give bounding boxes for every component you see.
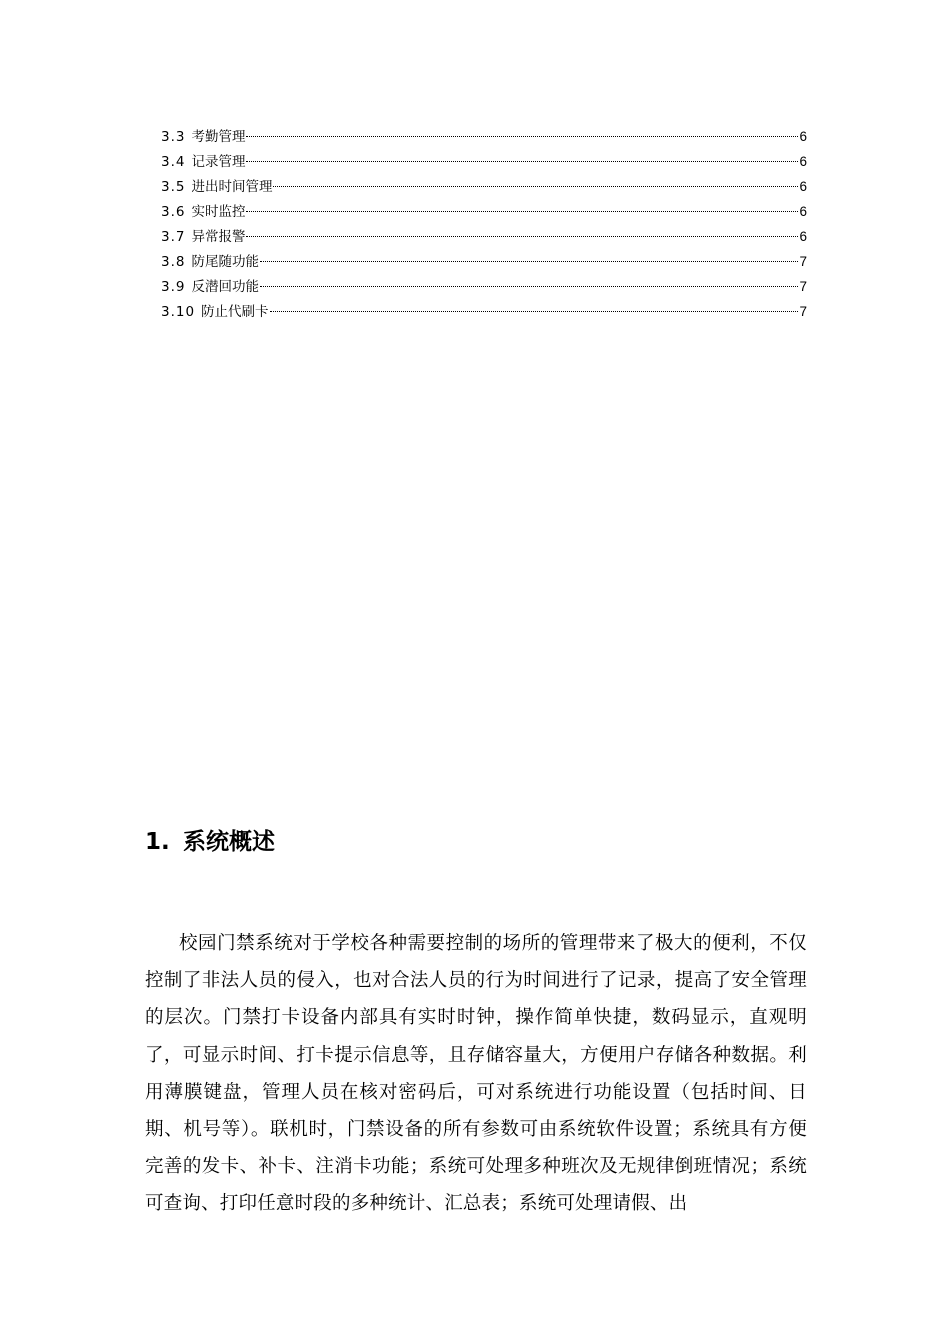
toc-dot-leader (246, 211, 798, 212)
toc-entry-page: 6 (799, 179, 807, 194)
section-heading (145, 826, 275, 858)
toc-entry-number: 3.8 (161, 254, 186, 270)
toc-entry-page: 6 (799, 129, 807, 144)
toc-dot-leader (270, 311, 799, 312)
toc-entry-number: 3.7 (161, 229, 186, 245)
toc-entry-page: 7 (799, 279, 807, 294)
toc-dot-leader (273, 186, 798, 187)
toc-entry[interactable] (161, 301, 807, 326)
toc-entry-number: 3.5 (161, 179, 186, 195)
toc-entry[interactable] (161, 251, 807, 276)
toc-entry-page: 7 (799, 304, 807, 319)
toc-entry-title: 实时监控 (191, 204, 246, 220)
toc-dot-leader (246, 161, 798, 162)
toc-entry-title: 防尾随功能 (191, 254, 259, 270)
toc-entry[interactable] (161, 276, 807, 301)
toc-dot-leader (246, 136, 798, 137)
toc-entry-number: 3.4 (161, 154, 186, 170)
toc-dot-leader (260, 286, 799, 287)
toc-dot-leader (260, 261, 799, 262)
toc-entry-title: 进出时间管理 (191, 179, 273, 195)
toc-entry-page: 6 (799, 154, 807, 169)
toc-entry[interactable] (161, 176, 807, 201)
toc-entry-page: 7 (799, 254, 807, 269)
toc-entry-title: 反潜回功能 (191, 279, 259, 295)
toc-entry-title: 防止代刷卡 (201, 304, 269, 320)
toc-entry-number: 3.9 (161, 279, 186, 295)
toc-entry-page: 6 (799, 204, 807, 219)
toc-entry[interactable] (161, 201, 807, 226)
body-paragraph: 校园门禁系统对于学校各种需要控制的场所的管理带来了极大的便利，不仅控制了非法人员的侵入，也对合法人员的行为时间进行了记录，提高了安全管理的层次。门禁打卡设备内部具有实时时钟，操作简单快捷，数码显示，直观明了，可显示时间、打卡提示信息等，且存储容量大，方便用户存储各种数据。利用薄膜键盘，管理人员在核对密码后，可对系统进行功能设置（包括时间、日期、机号等）。联机时，门禁设备的所有参数可由系统软件设置；系统具有方便完善的发卡、补卡、注消卡功能；系统可处理多种班次及无规律倒班情况；系统可查询、打印任意时段的多种统计、汇总表；系统可处理请假、出 (145, 933, 807, 1215)
toc-entry[interactable] (161, 126, 807, 151)
toc-entry-title: 考勤管理 (191, 129, 246, 145)
toc-dot-leader (246, 236, 798, 237)
table-of-contents (161, 126, 807, 326)
toc-entry-page: 6 (799, 229, 807, 244)
toc-entry-title: 记录管理 (191, 154, 246, 170)
toc-entry[interactable] (161, 226, 807, 251)
toc-entry-number: 3.3 (161, 129, 186, 145)
section-title: 系统概述 (183, 829, 275, 855)
toc-entry-number: 3.6 (161, 204, 186, 220)
toc-entry[interactable] (161, 151, 807, 176)
section-number: 1. (145, 829, 170, 855)
toc-entry-number: 3.10 (161, 304, 196, 320)
toc-entry-title: 异常报警 (191, 229, 246, 245)
